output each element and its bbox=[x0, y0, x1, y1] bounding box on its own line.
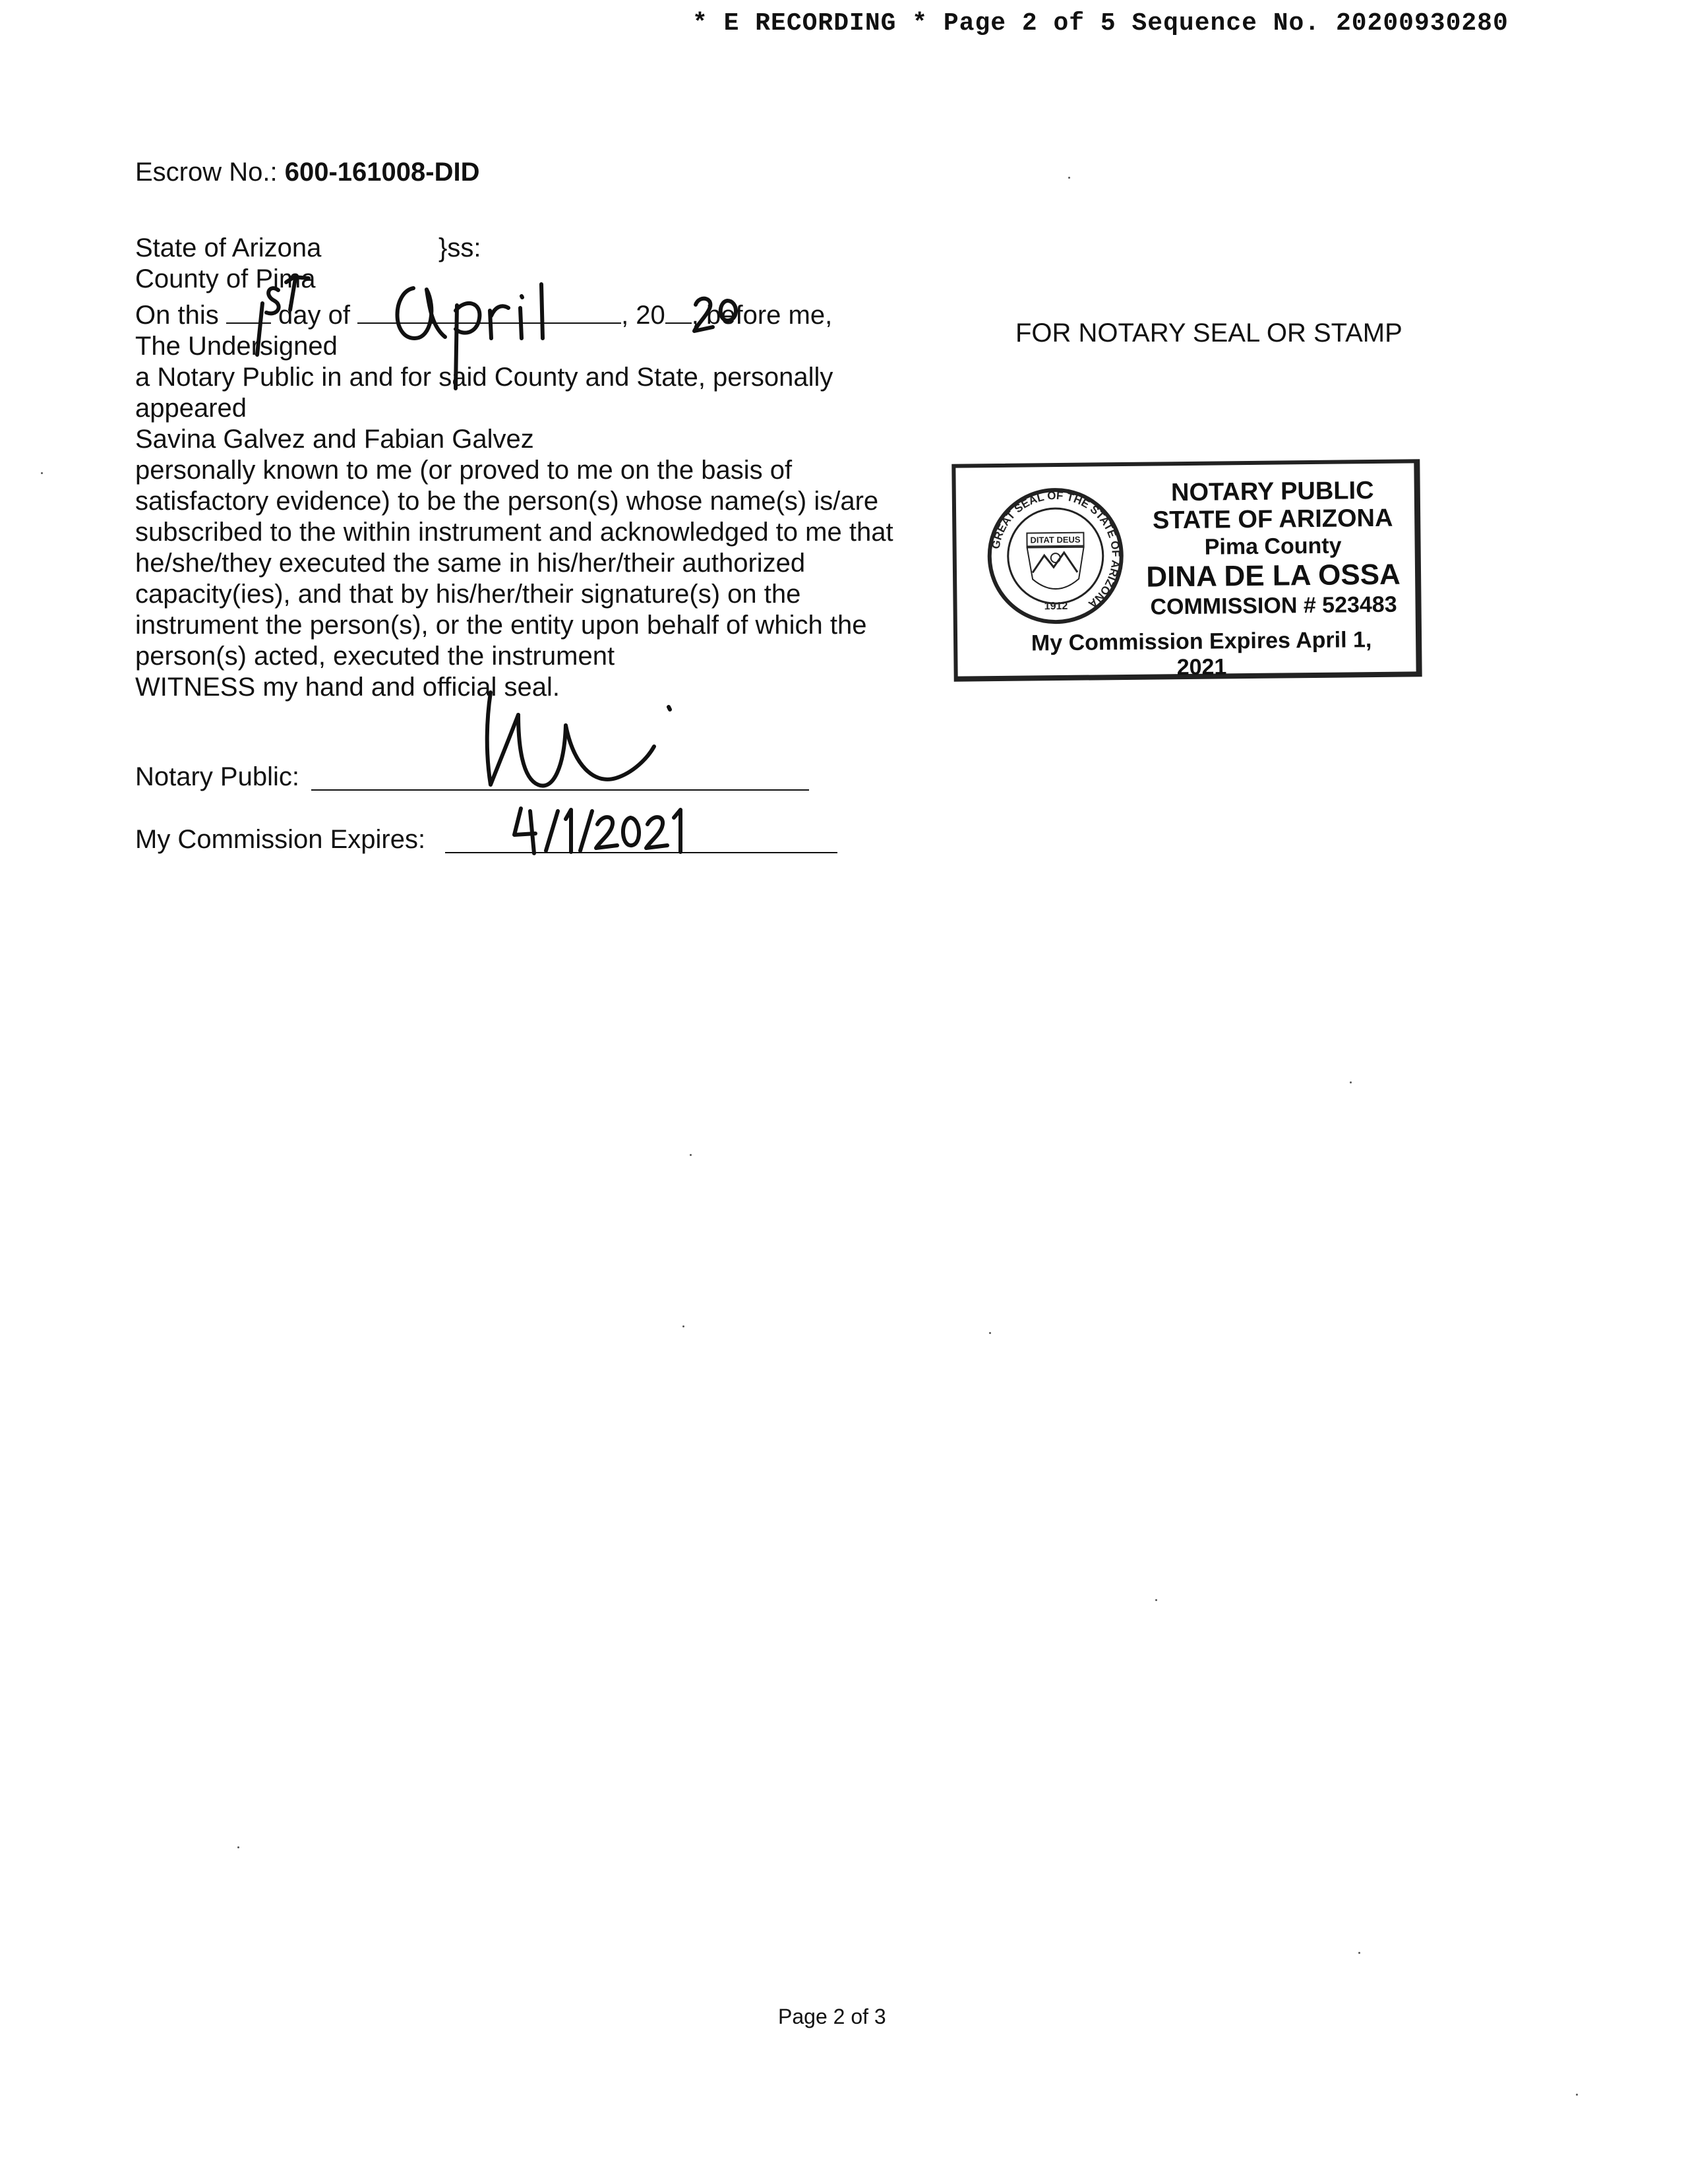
seal-motto: DITAT DEUS bbox=[1030, 534, 1081, 545]
stamp-line-state: STATE OF ARIZONA bbox=[1152, 504, 1393, 535]
notary-signature bbox=[475, 686, 673, 798]
scan-speck bbox=[237, 1846, 239, 1848]
ss-mark: }ss: bbox=[438, 233, 481, 262]
officer-line: The Undersigned bbox=[135, 332, 338, 361]
date-line: On this day of , 20 , before me, bbox=[135, 297, 893, 331]
seal-ring-text: GREAT SEAL OF THE STATE OF ARIZONA bbox=[989, 489, 1122, 611]
notary-intro-line: a Notary Public in and for said County and State, personally bbox=[135, 363, 833, 392]
seal-area-label: FOR NOTARY SEAL OR STAMP bbox=[1015, 318, 1402, 348]
scan-speck bbox=[690, 1154, 692, 1156]
stamp-line-commission: COMMISSION # 523483 bbox=[1150, 592, 1397, 620]
body-line: instrument the person(s), or the entity upon behalf of which the bbox=[135, 611, 867, 640]
scan-speck bbox=[989, 1332, 991, 1334]
handwritten-commission-date bbox=[508, 804, 692, 857]
body-line: person(s) acted, executed the instrument bbox=[135, 642, 615, 671]
commission-expires-label: My Commission Expires: bbox=[135, 825, 426, 854]
handwritten-year bbox=[689, 290, 748, 343]
year-blank bbox=[665, 297, 692, 324]
stamp-expiration: My Commission Expires April 1, 2021 bbox=[1031, 627, 1372, 681]
page-number: Page 2 of 3 bbox=[778, 2005, 886, 2028]
scan-speck bbox=[1358, 1952, 1360, 1954]
handwritten-day bbox=[237, 264, 336, 363]
escrow-number: 600-161008-DID bbox=[284, 158, 480, 187]
escrow-label: Escrow No.: bbox=[135, 158, 278, 187]
stamp-text-block bbox=[1131, 476, 1416, 620]
state-line: State of Arizona bbox=[135, 233, 322, 262]
scan-speck bbox=[1576, 2094, 1578, 2096]
appeared-line: appeared bbox=[135, 394, 247, 423]
recording-header: * E RECORDING * Page 2 of 5 Sequence No. 20200930280 bbox=[692, 9, 1509, 38]
scan-speck bbox=[41, 472, 43, 474]
great-seal-arizona bbox=[986, 486, 1126, 626]
stamp-line-name: DINA DE LA OSSA bbox=[1146, 558, 1401, 593]
scan-speck bbox=[1155, 1599, 1157, 1601]
stamp-line-county: Pima County bbox=[1204, 533, 1342, 560]
body-line: he/she/they executed the same in his/her/their authorized bbox=[135, 549, 806, 578]
witness-line: WITNESS my hand and official seal. bbox=[135, 673, 560, 702]
seal-year: 1912 bbox=[1044, 600, 1068, 613]
signers-line: Savina Galvez and Fabian Galvez bbox=[135, 425, 534, 454]
body-line: personally known to me (or proved to me on the basis of bbox=[135, 456, 793, 485]
body-line: satisfactory evidence) to be the person(s) whose name(s) is/are bbox=[135, 487, 879, 516]
county-line: County of Pima bbox=[135, 264, 316, 293]
escrow-line bbox=[135, 157, 479, 188]
handwritten-month bbox=[386, 280, 570, 392]
scan-speck bbox=[1350, 1081, 1352, 1083]
body-line: capacity(ies), and that by his/her/their signature(s) on the bbox=[135, 580, 801, 609]
scan-speck bbox=[1068, 177, 1070, 179]
body-line: subscribed to the within instrument and acknowledged to me that bbox=[135, 518, 893, 547]
stamp-line-notary: NOTARY PUBLIC bbox=[1170, 477, 1374, 507]
notary-public-label: Notary Public: bbox=[135, 762, 299, 791]
scan-speck bbox=[682, 1325, 684, 1327]
notary-stamp bbox=[951, 459, 1422, 681]
